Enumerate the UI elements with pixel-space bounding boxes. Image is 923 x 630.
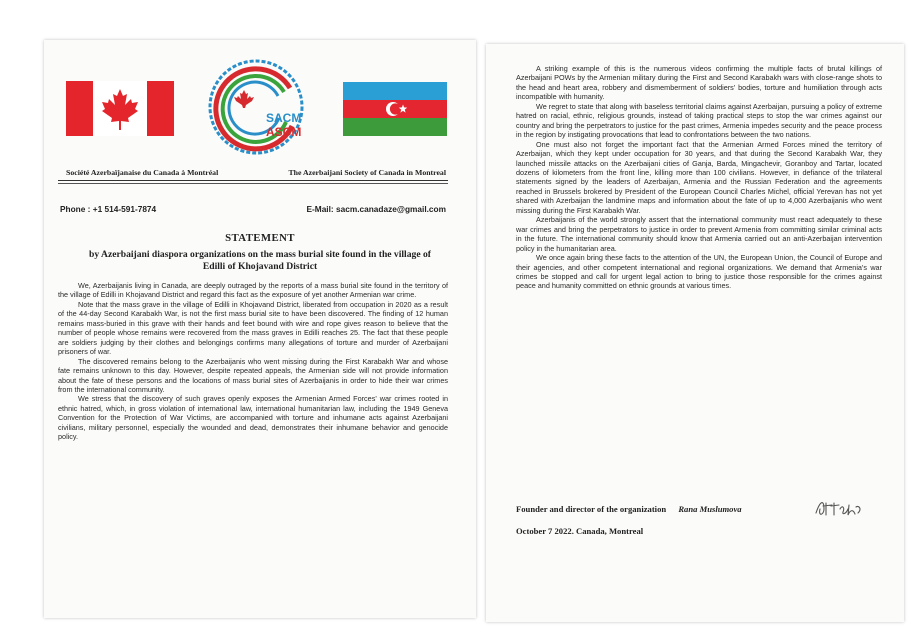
sacm-logo-icon [204,54,308,160]
paragraph: The discovered remains belong to the Azerbaijanis who went missing during the First Karabakh War and whose fate remains unknown to this day. However, despite repeated appeals, the Armenian side will not provide information about the fate of these persons and the locations of mass burial sites of Azerbaijanis in order to hide their war crimes from the international community. [58,356,448,394]
azerbaijan-flag-icon [343,82,447,136]
phone-number: Phone : +1 514-591-7874 [60,204,157,214]
statement-page-1 [44,40,476,618]
paragraph: Note that the mass grave in the village of Edilli in Khojavand District, liberated from occupation in 2020 as a result of the 44-day Second Karabakh War, is not the first mass burial site to have been discovered. The finding of 12 human remains mass-buried in this grave with their hands and feet bound with wire and rope gives reason to believe that the number of people whose remains were recovered from the mass graves in Edilli reaches 25. The fact that these people are soldiers judging by their clothes and belongings confirms many allegations of torture and murder of Azerbaijani prisoners of war. [58,299,448,357]
statement-body-left [58,281,448,442]
statement-body-right [516,64,882,291]
date-place: October 7 2022. Canada, Montreal [516,526,644,536]
header-divider [58,180,448,181]
signature-role: Founder and director of the organization [516,504,667,514]
email-address: E-Mail: sacm.canadaze@gmail.com [306,204,446,214]
header-divider-thin [58,183,448,184]
paragraph: We, Azerbaijanis living in Canada, are deeply outraged by the reports of a mass burial site found in the territory of the village of Edilli in Khojavand District and regard this fact as the exposure of yet another Armenian war crime. [58,281,448,300]
statement-subtitle: by Azerbaijani diaspora organizations on the mass burial site found in the village of Edilli of Khojavand District [89,249,431,272]
statement-page-2 [486,44,904,622]
paragraph: We regret to state that along with baseless territorial claims against Azerbaijan, pursuing a policy of extreme hatred on racial, ethnic, religious grounds, instead of taking practical steps to stop the war crimes against our country and bring the perpetrators to justice for the past crimes, Armenia impedes security and the peace process in the region by instigating provocations that lead to confrontations between the two nations. [516,101,882,140]
logo-text-sacm: SACM [266,111,302,125]
signature-name: Rana Muslumova [678,504,742,514]
paragraph: We stress that the discovery of such graves openly exposes the Armenian Armed Forces' war crimes rooted in ethnic hatred, which, in gross violation of international law, international humanitarian law, including the 1949 Geneva Convention for the Protection of War Victims, are accompanied with torture and inhumane acts against Azerbaijani civilians, military personnel, especially the wounded and dead, demonstrates their inhumane behavior and genocide policy. [58,394,448,442]
paragraph: A striking example of this is the numerous videos confirming the multiple facts of brutal killings of Azerbaijani POWs by the Armenian military during the First and Second Karabakh wars with close-range shots to the head and heart area, robbery and dismemberment of soldiers' bodies, torture and humiliation through acts incompatible with humanity. [516,64,882,102]
canada-flag-icon [66,81,174,136]
logo-text-ascm: ASCM [266,125,302,139]
paragraph: Azerbaijanis of the world strongly assert that the international community must react adequately to these war crimes and bring the perpetrators to justice in order to prevent Armenia from committing similar criminal acts in the future. The international community should know that Armenia carried out an anti-Azerbaijan intervention policy in the humanitarian area. [516,215,882,253]
signature-line [516,504,742,514]
handwritten-signature-icon [812,495,864,521]
statement-title: STATEMENT [225,232,295,244]
org-name-french: Société Azerbaïjanaise du Canada à Montréal [66,168,219,177]
org-name-english: The Azerbaijani Society of Canada in Montreal [288,168,446,177]
paragraph: One must also not forget the important fact that the Armenian Armed Forces mined the territory of Azerbaijan, which they kept under occupation for 30 years, and that during the Second Karabakh War, they launched missile attacks on the Azerbaijani cities of Ganja, Barda, Mingachevir, Goranboy and Tartar, located dozens of kilometers from the front line, killing more than 100 civilians. However, in defiance of the trilateral statements signed by the leaders of Azerbaijan, Armenia and the Russian Federation and the agreements reached in Brussels brokered by President of the European Council Charles Michel, official Yerevan has not yet shared with Azerbaijan the landmine maps and information about the fate of up to 4,000 Azerbaijanis who went missing during the First Karabakh War. [516,139,882,215]
paragraph: We once again bring these facts to the attention of the UN, the European Union, the Council of Europe and their agencies, and other competent international and regional organizations. We demand that Armenia's war crimes be stopped and call for urgent legal action to bring to justice those responsible for the crimes against peace and humanity committed on ethnic grounds at various times. [516,253,882,291]
